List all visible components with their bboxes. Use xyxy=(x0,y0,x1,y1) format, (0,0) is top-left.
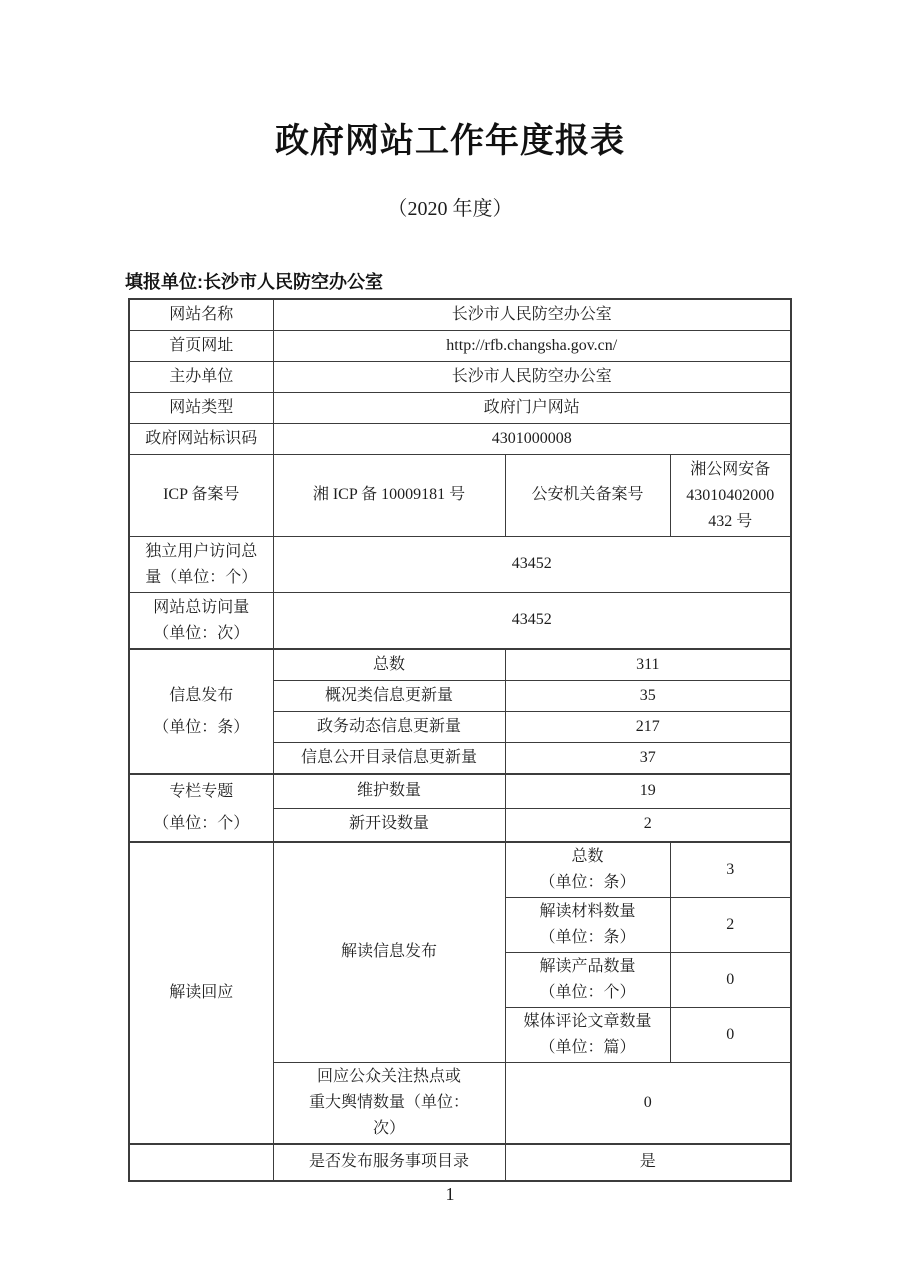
table-row xyxy=(129,299,791,331)
info-total-label: 总数 xyxy=(273,649,505,681)
hot-response-label-line: 回应公众关注热点或 xyxy=(316,1068,461,1085)
page-subtitle: （2020 年度） xyxy=(387,198,513,220)
site-name-value: 长沙市人民防空办公室 xyxy=(273,299,791,331)
table-row xyxy=(129,331,791,362)
info-directory-value: 37 xyxy=(505,743,791,775)
interp-total-label-line: 总数 xyxy=(571,848,604,865)
home-url-value: http://rfb.changsha.gov.cn/ xyxy=(273,331,791,362)
interp-material-label-line: （单位：条） xyxy=(539,929,636,946)
unique-visitors-label xyxy=(129,537,273,593)
unique-visitors-label-line: 独立用户访问总 xyxy=(145,542,258,560)
media-comment-label xyxy=(505,1008,670,1063)
total-visits-label-line: （单位：次） xyxy=(153,624,250,642)
table-row xyxy=(129,362,791,393)
media-comment-label-line: 媒体评论文章数量 xyxy=(523,1013,652,1030)
site-id-value: 4301000008 xyxy=(273,424,791,455)
unique-visitors-label-line: 量（单位：个） xyxy=(145,568,258,586)
special-columns-group-label xyxy=(129,774,273,842)
table-row xyxy=(129,393,791,424)
hot-response-value: 0 xyxy=(505,1063,791,1145)
info-publish-group-line: （单位：条） xyxy=(153,718,250,736)
interp-product-value: 0 xyxy=(670,953,791,1008)
hot-response-label xyxy=(273,1063,505,1145)
page-number: 1 xyxy=(445,1184,455,1204)
service-catalog-value: 是 xyxy=(505,1144,791,1181)
interp-total-label xyxy=(505,842,670,898)
maintained-count-value: 19 xyxy=(505,774,791,808)
icp-value: 湘 ICP 备 10009181 号 xyxy=(273,455,505,537)
interp-material-label-line: 解读材料数量 xyxy=(539,903,636,920)
interpretation-group-label: 解读回应 xyxy=(129,842,273,1144)
police-record-label: 公安机关备案号 xyxy=(505,455,670,537)
table-row xyxy=(129,424,791,455)
site-type-value: 政府门户网站 xyxy=(273,393,791,424)
page-title: 政府网站工作年度报表 xyxy=(275,122,625,160)
info-publish-group-line: 信息发布 xyxy=(169,686,234,704)
police-record-value-line: 43010402000 xyxy=(686,486,775,504)
unique-visitors-row xyxy=(129,537,791,593)
info-directory-label: 信息公开目录信息更新量 xyxy=(273,743,505,775)
site-name-label: 网站名称 xyxy=(129,299,273,331)
special-columns-group-line: （单位：个） xyxy=(153,815,250,832)
info-overview-value: 35 xyxy=(505,681,791,712)
media-comment-value: 0 xyxy=(670,1008,791,1063)
service-catalog-row xyxy=(129,1144,791,1181)
reporting-unit-line: 填报单位:长沙市人民防空办公室 xyxy=(125,272,383,292)
new-columns-label: 新开设数量 xyxy=(273,808,505,842)
info-gov-news-label: 政务动态信息更新量 xyxy=(273,712,505,743)
interp-product-label-line: （单位：个） xyxy=(539,984,636,1001)
service-catalog-empty-cell xyxy=(129,1144,273,1181)
special-columns-row xyxy=(129,774,791,808)
interp-product-label xyxy=(505,953,670,1008)
interp-total-label-line: （单位：条） xyxy=(539,874,636,891)
service-catalog-label: 是否发布服务事项目录 xyxy=(273,1144,505,1181)
total-visits-label-line: 网站总访问量 xyxy=(153,598,250,616)
site-type-label: 网站类型 xyxy=(129,393,273,424)
interp-total-value: 3 xyxy=(670,842,791,898)
media-comment-label-line: （单位：篇） xyxy=(539,1039,636,1056)
police-record-value-line: 432 号 xyxy=(708,512,753,530)
info-overview-label: 概况类信息更新量 xyxy=(273,681,505,712)
info-gov-news-value: 217 xyxy=(505,712,791,743)
interp-product-label-line: 解读产品数量 xyxy=(539,958,636,975)
special-columns-group-line: 专栏专题 xyxy=(169,783,234,800)
total-visits-label xyxy=(129,593,273,650)
hot-response-label-line: 次） xyxy=(372,1120,405,1137)
home-url-label: 首页网址 xyxy=(129,331,273,362)
info-publish-group-label xyxy=(129,649,273,774)
site-id-label: 政府网站标识码 xyxy=(129,424,273,455)
hot-response-label-line: 重大舆情数量（单位： xyxy=(308,1094,469,1111)
interpretation-publish-label: 解读信息发布 xyxy=(273,842,505,1063)
total-visits-value: 43452 xyxy=(273,593,791,650)
sponsor-value: 长沙市人民防空办公室 xyxy=(273,362,791,393)
interpretation-row xyxy=(129,842,791,898)
sponsor-label: 主办单位 xyxy=(129,362,273,393)
icp-label: ICP 备案号 xyxy=(129,455,273,537)
total-visits-row xyxy=(129,593,791,650)
maintained-count-label: 维护数量 xyxy=(273,774,505,808)
icp-row xyxy=(129,455,791,537)
annual-report-table xyxy=(128,298,792,1182)
unique-visitors-value: 43452 xyxy=(273,537,791,593)
interp-material-label xyxy=(505,898,670,953)
police-record-value xyxy=(670,455,791,537)
info-publish-row xyxy=(129,649,791,681)
new-columns-value: 2 xyxy=(505,808,791,842)
interp-material-value: 2 xyxy=(670,898,791,953)
police-record-value-line: 湘公网安备 xyxy=(690,460,771,478)
info-total-value: 311 xyxy=(505,649,791,681)
